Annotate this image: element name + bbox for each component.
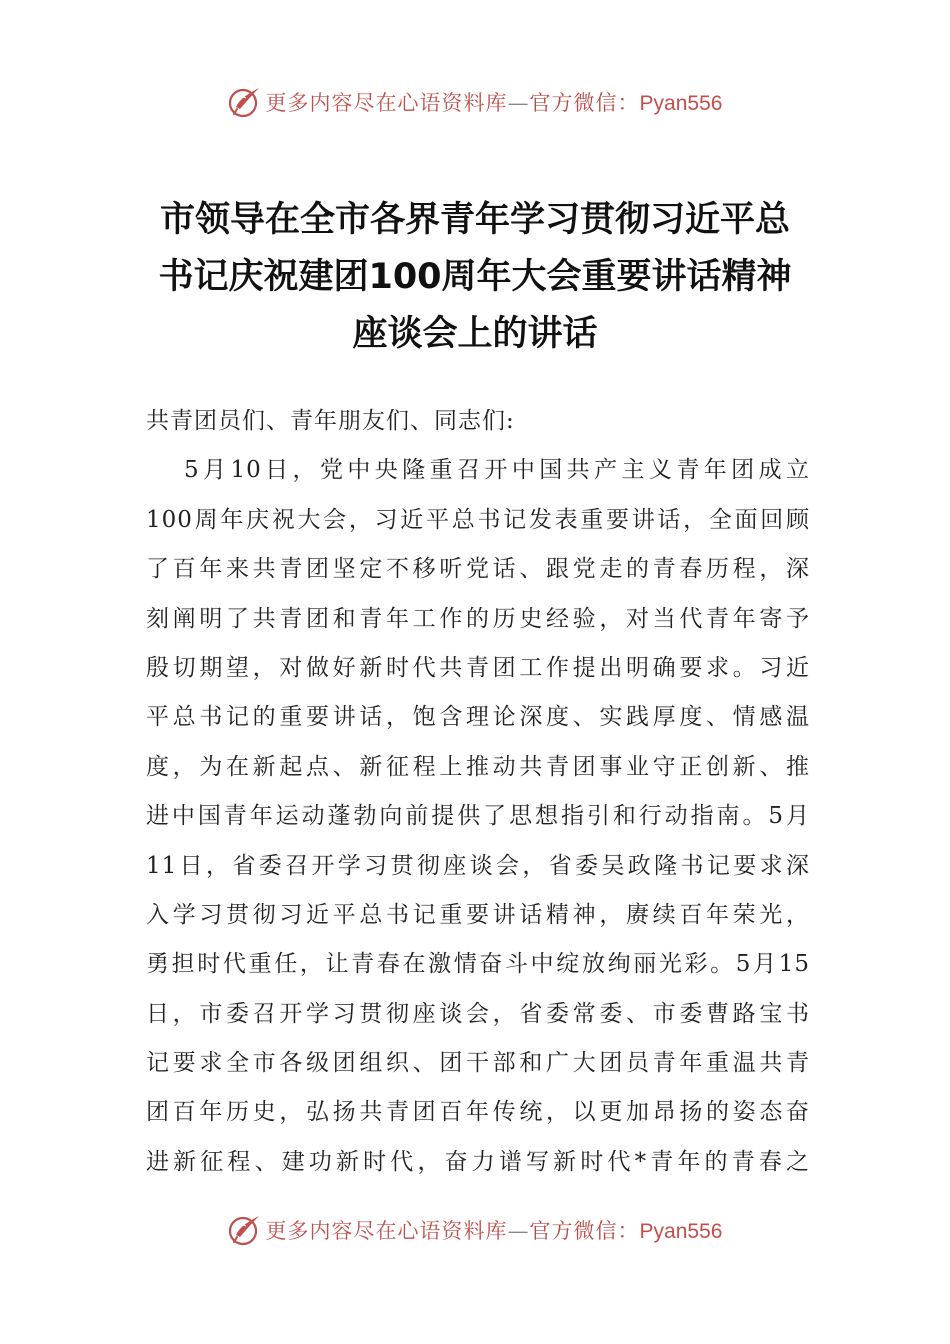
body-line: 进中国青年运动蓬勃向前提供了思想指引和行动指南。5月 [146, 803, 810, 830]
body-line: 了百年来共青团坚定不移听党话、跟党走的青春历程，深 [146, 556, 810, 583]
body-line: 11日，省委召开学习贯彻座谈会，省委吴政隆书记要求深 [146, 852, 810, 879]
quill-pen-seal-icon [228, 1213, 262, 1247]
body-line: 刻阐明了共青团和青年工作的历史经验，对当代青年寄予 [146, 605, 810, 632]
body-line: 100周年庆祝大会，习近平总书记发表重要讲话，全面回顾 [146, 506, 810, 533]
body-line: 团百年历史，弘扬共青团百年传统，以更加昂扬的姿态奋 [146, 1099, 810, 1126]
body-line: 勇担时代重任，让青春在激情奋斗中绽放绚丽光彩。5月15 [146, 951, 810, 978]
body-line: 度，为在新起点、新征程上推动共青团事业守正创新、推 [146, 753, 810, 780]
title-line: 书记庆祝建团100周年大会重要讲话精神 [158, 257, 792, 297]
watermark-text: 更多内容尽在心语资料库—官方微信：Pyan556 [265, 1219, 723, 1243]
watermark-banner-bottom [0, 1210, 950, 1250]
salutation: 共青团员们、青年朋友们、同志们: [146, 408, 515, 434]
title-line: 座谈会上的讲话 [352, 314, 598, 354]
body-line: 5月10日，党中央隆重召开中国共产主义青年团成立 [184, 457, 810, 484]
document-title [60, 192, 890, 363]
quill-pen-seal-icon [228, 85, 262, 119]
body-line: 日，市委召开学习贯彻座谈会，省委常委、市委曹路宝书 [146, 1000, 810, 1027]
body-line: 平总书记的重要讲话，饱含理论深度、实践厚度、情感温 [146, 704, 810, 731]
body-line: 入学习贯彻习近平总书记重要讲话精神，赓续百年荣光， [146, 901, 810, 928]
document-body [146, 397, 810, 1187]
title-line: 市领导在全市各界青年学习贯彻习近平总 [159, 200, 790, 240]
body-line: 记要求全市各级团组织、团干部和广大团员青年重温共青 [146, 1050, 810, 1077]
body-line: 殷切期望，对做好新时代共青团工作提出明确要求。习近 [146, 654, 810, 681]
watermark-text: 更多内容尽在心语资料库—官方微信：Pyan556 [265, 91, 723, 115]
body-line: 进新征程、建功新时代，奋力谱写新时代*青年的青春之 [146, 1148, 810, 1175]
watermark-banner-top [0, 82, 950, 122]
